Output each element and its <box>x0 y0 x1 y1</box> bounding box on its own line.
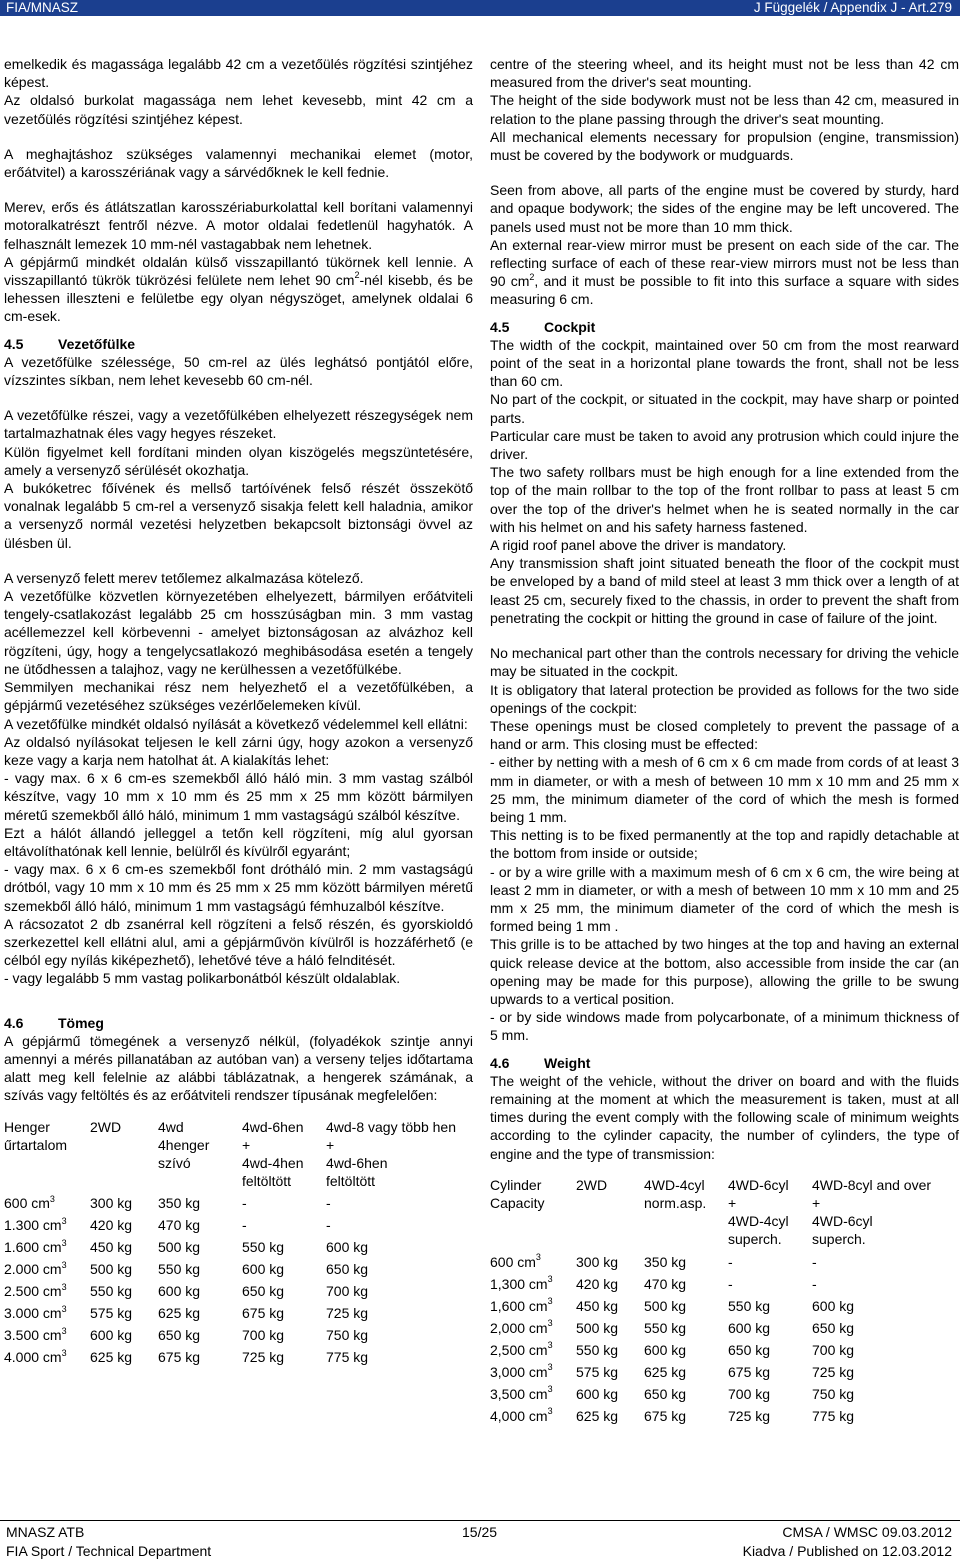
paragraph: A rigid roof panel above the driver is mandatory. <box>490 537 787 554</box>
table-cell: 450 kg <box>90 1239 133 1256</box>
table-cell: 575 kg <box>90 1305 133 1322</box>
paragraph: A gépjármű tömegének a versenyző nélkül, (folyadékok szintje annyi amennyi a mérés pillanatában az autóban van) a verseny teljes időtartama alatt meg kell felelnie az alábbi táblázatnak, a hengerek számának, a szívás vagy feltöltés és az erőátviteli rendszer típusának megfelelően: <box>4 1032 473 1104</box>
table-row <box>490 1297 959 1319</box>
table-cell: 2.000 $cm^3$ <box>4 1259 67 1278</box>
table-cell: 700 kg <box>728 1385 771 1402</box>
table-row <box>4 1326 473 1348</box>
table-cell: 470 kg <box>158 1217 201 1234</box>
table-header-cell: Cylinder Capacity <box>490 1176 545 1211</box>
table-cell: 3,500 $cm^3$ <box>490 1383 553 1402</box>
footer-page-number: 15/25 <box>462 1524 498 1540</box>
paragraph: The width of the cockpit, maintained over 50 cm from the most rearward point of the seat in a horizontal plane towards the front, shall not be less than 60 cm. <box>490 336 959 390</box>
paragraph: A vezetőfülke mindkét oldalsó nyílását a következő védelemmel kell ellátni: <box>4 715 468 732</box>
table-row <box>490 1275 959 1297</box>
paragraph: No mechanical part other than the controls necessary for driving the vehicle may be situated in the cockpit. <box>490 645 959 680</box>
paragraph: - vagy max. 6 x 6 cm-es szemekből álló háló min. 3 mm vastag szálból készítve, vagy 10 mm x 10 mm és 25 mm x 25 mm között bármilyen méretű szemekből álló háló, minimum 1 mm vastagságú szálból készítve. <box>4 770 473 823</box>
paragraph: All mechanical elements necessary for propulsion (engine, transmission) must be covered by the bodywork or mudguards. <box>490 128 959 164</box>
table-cell: 625 kg <box>158 1305 201 1322</box>
table-cell: 625 kg <box>576 1407 619 1424</box>
paragraph: - either by netting with a mesh of 6 cm x 6 cm made from cords of at least 3 mm in diameter, or with a mesh of between 10 mm x 10 mm and 25 mm x 25 mm, the minimum diameter of the cord of which the mesh is formed being 1 mm. <box>490 754 959 825</box>
paragraph: A bukóketrec főívének és mellső tartóívének felső részét összekötő vonalnak legalább 5 cm-rel a versenyző sisakja felett kell haladnia, amikor a versenyző normál vezetési helyzetben bekapcsolt biztonsági övvel az ülésben ül. <box>4 480 473 551</box>
table-cell: - <box>812 1253 817 1270</box>
table-header-cell: 2WD <box>576 1176 608 1193</box>
table-cell: 500 kg <box>576 1319 619 1336</box>
paragraph: The two safety rollbars must be high enough for a line extended from the top of the main rollbar to the top of the front rollbar to pass at least 5 cm over the top of the driver's helmet when he is seated normally in the car with his helmet on and his safety harness fastened. <box>490 464 959 535</box>
english-column <box>490 55 959 1429</box>
hungarian-column <box>4 55 473 1370</box>
table-cell: 600 kg <box>90 1327 133 1344</box>
paragraph: An external rear-view mirror must be present on each side of the car. The reflecting surface of each of these rear-view mirrors must not be less than 90 $cm^2$, and it must be possible to fit into this surface a square with sides measuring 6 cm. <box>490 236 960 308</box>
table-cell: 675 kg <box>158 1349 201 1366</box>
table-cell: 600 $cm^3$ <box>4 1193 55 1212</box>
paragraph: A rácsozatot 2 db zsanérral kell rögzíteni a felső részén, és gyorskioldó szerkezettel kell ellátni alul, ami a gépjárművön kívülről is hozzáférhető (e célból egy nyílás kiképezhető), lehetővé téve a háló felnditését. <box>4 915 473 969</box>
table-cell: 750 kg <box>326 1327 369 1344</box>
paragraph: The weight of the vehicle, without the driver on board and with the fluids remaining at the moment at which the measurement is taken, must at all times during the event comply with the following scale of minimum weights according to the cylinder capacity, the number of cylinders, the type of engine and the type of transmission: <box>490 1072 959 1162</box>
weight-table <box>4 1118 473 1371</box>
table-row <box>490 1363 959 1385</box>
table-cell: 550 kg <box>242 1239 285 1256</box>
table-cell: 650 kg <box>812 1319 855 1336</box>
paragraph: These openings must be closed completely to prevent the passage of a hand or arm. This closing must be effected: <box>490 717 959 753</box>
table-row <box>4 1348 473 1370</box>
table-header-cell: 4wd-6hen + 4wd-4hen feltöltött <box>242 1118 304 1190</box>
paragraph: Külön figyelmet kell fordítani minden olyan kiszögelés megszüntetésére, amely a versenyző sérülését okozhatja. <box>4 443 473 478</box>
table-cell: - <box>242 1195 247 1212</box>
table-cell: 625 kg <box>90 1349 133 1366</box>
table-cell: 420 kg <box>90 1217 133 1234</box>
table-row <box>490 1407 959 1429</box>
paragraph: - or by a wire grille with a maximum mesh of 6 cm x 6 cm, the wire being at least 2 mm in diameter, or with a mesh of between 10 mm x 10 mm and 25 mm x 25 mm, the minimum diameter of the cord of which the mesh is formed being 1 mm . <box>490 863 959 935</box>
table-cell: 450 kg <box>576 1297 619 1314</box>
table-cell: 420 kg <box>576 1275 619 1292</box>
table-row <box>490 1385 959 1407</box>
table-cell: 650 kg <box>158 1327 201 1344</box>
table-header-cell: 2WD <box>90 1118 122 1135</box>
table-cell: 675 kg <box>242 1305 285 1322</box>
table-cell: 600 kg <box>242 1261 285 1278</box>
table-cell: 675 kg <box>728 1363 771 1380</box>
paragraph: - vagy legalább 5 mm vastag polikarbonátból készült oldalablak. <box>4 970 401 987</box>
table-cell: 650 kg <box>242 1283 285 1300</box>
table-cell: - <box>242 1217 247 1234</box>
table-row <box>4 1304 473 1326</box>
table-cell: - <box>728 1253 733 1270</box>
paragraph: It is obligatory that lateral protection be provided as follows for the two side openings of the cockpit: <box>490 681 959 716</box>
table-cell: - <box>812 1275 817 1292</box>
table-row <box>490 1319 959 1341</box>
table-cell: 2,000 $cm^3$ <box>490 1317 553 1336</box>
table-row <box>4 1282 473 1304</box>
table-cell: - <box>326 1195 331 1212</box>
paragraph: Az oldalsó nyílásokat teljesen le kell zárni úgy, hogy azokon a versenyző keze vagy a karja nem hatolhat át. A kialakítás lehet: <box>4 733 473 768</box>
table-cell: 775 kg <box>812 1407 855 1424</box>
table-cell: - <box>326 1217 331 1234</box>
table-cell: 2.500 $cm^3$ <box>4 1281 67 1300</box>
footer-left-line2: FIA Sport / Technical Department <box>6 1543 212 1559</box>
table-header-cell: 4wd 4henger szívó <box>158 1118 210 1171</box>
table-cell: 3.500 $cm^3$ <box>4 1325 67 1344</box>
table-header-cell: 4WD-6cyl + 4WD-4cyl superch. <box>728 1176 789 1248</box>
table-cell: 700 kg <box>812 1341 855 1358</box>
table-row <box>4 1194 473 1216</box>
page-header-bar <box>0 0 960 16</box>
page-footer <box>0 1520 960 1561</box>
table-cell: 500 kg <box>158 1239 201 1256</box>
footer-right-line1: CMSA / WMSC 09.03.2012 <box>782 1524 952 1540</box>
table-cell: 600 kg <box>644 1341 687 1358</box>
table-row <box>4 1238 473 1260</box>
section-heading: 4.6 Tömeg <box>4 1014 104 1031</box>
paragraph: centre of the steering wheel, and its height must not be less than 42 cm measured from the driver's seat mounting. <box>490 56 959 91</box>
table-cell: 600 kg <box>576 1385 619 1402</box>
weight-table <box>490 1176 959 1429</box>
table-header-row <box>490 1176 959 1253</box>
table-header-cell: Henger űrtartalom <box>4 1118 68 1153</box>
table-cell: 600 kg <box>326 1239 369 1256</box>
section-heading: 4.6 Weight <box>490 1054 591 1071</box>
table-cell: 700 kg <box>326 1283 369 1300</box>
table-cell: 600 kg <box>812 1297 855 1314</box>
table-header-row <box>4 1118 473 1195</box>
table-cell: 550 kg <box>90 1283 133 1300</box>
table-cell: 675 kg <box>644 1407 687 1424</box>
header-left-text: FIA/MNASZ <box>6 0 79 15</box>
paragraph: A meghajtáshoz szükséges valamennyi mechanikai elemet (motor, erőátvitel) a karosszériának vagy a sárvédőknek le kell fednie. <box>4 145 473 181</box>
paragraph: A gépjármű mindkét oldalán külső visszapillantó tükörnek kell lennie. A visszapillantó tükrök tükrözési felülete nem lehet 90 $cm^2$-nél kisebb, és be lehessen illeszteni e felületbe egy olyan négyszöget, amelynek oldalai 6 cm-esek. <box>4 253 474 325</box>
table-cell: 350 kg <box>644 1253 687 1270</box>
table-cell: 1.300 $cm^3$ <box>4 1215 67 1234</box>
table-cell: 1,600 $cm^3$ <box>490 1295 553 1314</box>
footer-left-line1: MNASZ ATB <box>6 1524 85 1540</box>
table-cell: 775 kg <box>326 1349 369 1366</box>
table-cell: 600 kg <box>158 1283 201 1300</box>
paragraph: This grille is to be attached by two hinges at the top and having an external quick release device at the bottom, also accessible from inside the car (an opening may be made for this purpose), allowing the grille to be swung upwards to a vertical position. <box>490 936 959 1007</box>
table-cell: 500 kg <box>90 1261 133 1278</box>
footer-right-line2: Kiadva / Published on 12.03.2012 <box>742 1543 952 1559</box>
table-cell: 4,000 $cm^3$ <box>490 1405 553 1424</box>
table-row <box>490 1253 959 1275</box>
table-cell: 550 kg <box>576 1341 619 1358</box>
table-cell: 600 $cm^3$ <box>490 1251 541 1270</box>
table-cell: 550 kg <box>728 1297 771 1314</box>
paragraph: - vagy max. 6 x 6 cm-es szemekből font drótháló min. 2 mm vastagságú drótból, vagy 10 mm x 10 mm és 25 mm x 25 mm között bármilyen méretű szemekből álló háló, minimum 1 mm vastagságú fémhuzalból készítve. <box>4 861 473 914</box>
table-cell: 1,300 $cm^3$ <box>490 1273 553 1292</box>
paragraph: No part of the cockpit, or situated in the cockpit, may have sharp or pointed parts. <box>490 391 959 426</box>
paragraph: Particular care must be taken to avoid any protrusion which could injure the driver. <box>490 427 959 463</box>
table-cell: 700 kg <box>242 1327 285 1344</box>
paragraph: The height of the side bodywork must not be less than 42 cm, measured in relation to the plane passing through the driver's seat mounting. <box>490 92 959 127</box>
table-header-cell: 4WD-4cyl norm.asp. <box>644 1176 707 1211</box>
table-cell: 625 kg <box>644 1363 687 1380</box>
table-header-cell: 4wd-8 vagy több hen + 4wd-6hen feltöltött <box>326 1118 456 1190</box>
table-cell: 1.600 $cm^3$ <box>4 1237 67 1256</box>
table-row <box>4 1260 473 1282</box>
paragraph: - or by side windows made from polycarbonate, of a minimum thickness of 5 mm. <box>490 1009 959 1044</box>
header-right-text: J Függelék / Appendix J - Art.279 <box>753 0 952 15</box>
paragraph: Az oldalsó burkolat magassága nem lehet kevesebb, mint 42 cm a vezetőülés rögzítési szintjéhez képest. <box>4 92 473 127</box>
table-cell: 2,500 $cm^3$ <box>490 1339 553 1358</box>
table-cell: 650 kg <box>644 1385 687 1402</box>
table-cell: 725 kg <box>326 1305 369 1322</box>
table-cell: 650 kg <box>728 1341 771 1358</box>
section-heading: 4.5 Vezetőfülke <box>4 335 136 352</box>
table-cell: 725 kg <box>728 1407 771 1424</box>
table-cell: 4.000 $cm^3$ <box>4 1347 67 1366</box>
table-cell: 470 kg <box>644 1275 687 1292</box>
paragraph: Semmilyen mechanikai rész nem helyezhető el a vezetőfülkében, a gépjármű vezetéséhez szükséges vezérlőelemeken kívül. <box>4 679 473 714</box>
table-cell: 3.000 $cm^3$ <box>4 1303 67 1322</box>
paragraph: Ezt a hálót állandó jelleggel a tetőn kell rögzíteni, míg alul gyorsan eltávolíthatónak kell lennie, belülről és kívülről egyaránt; <box>4 824 473 859</box>
table-row <box>490 1341 959 1363</box>
table-cell: 550 kg <box>158 1261 201 1278</box>
paragraph: A vezetőfülke részei, vagy a vezetőfülkében elhelyezett részegységek nem tartalmazhatnak éles vagy hegyes részeket. <box>4 407 473 442</box>
table-cell: 725 kg <box>812 1363 855 1380</box>
table-cell: 650 kg <box>326 1261 369 1278</box>
paragraph: This netting is to be fixed permanently at the top and rapidly detachable at the bottom from inside or outside; <box>490 827 959 862</box>
table-header-cell: 4WD-8cyl and over + 4WD-6cyl superch. <box>812 1176 932 1248</box>
table-cell: 500 kg <box>644 1297 687 1314</box>
table-row <box>4 1216 473 1238</box>
section-heading: 4.5 Cockpit <box>490 318 596 335</box>
table-cell: 575 kg <box>576 1363 619 1380</box>
paragraph: A vezetőfülke közvetlen környezetében elhelyezett, bármilyen erőátviteli tengely-csatlakozást legalább 25 cm hosszúságban min. 3 mm vastag acéllemezzel kell körbevenni - amelyet biztonságosan az alvázhoz kell rögzíteni, úgy, hogy a tengelycsatlakozó meghibásodása esetén a tengely ne ütődhessen a talajhoz, vagy ne kerülhessen a vezetőfülkébe. <box>4 588 473 677</box>
table-cell: 3,000 $cm^3$ <box>490 1361 553 1380</box>
table-cell: 600 kg <box>728 1319 771 1336</box>
table-cell: 750 kg <box>812 1385 855 1402</box>
table-cell: 350 kg <box>158 1195 201 1212</box>
paragraph: Any transmission shaft joint situated beneath the floor of the cockpit must be enveloped by a band of mild steel at least 3 mm thick over a length of at least 25 cm, securely fixed to the chassis, in order to prevent the shaft from penetrating the cockpit or hitting the ground in case of failure of the joint. <box>490 555 959 626</box>
paragraph: A versenyző felett merev tetőlemez alkalmazása kötelező. <box>4 569 364 586</box>
table-cell: 300 kg <box>90 1195 133 1212</box>
paragraph: Merev, erős és átlátszatlan karosszériaburkolattal kell borítani valamennyi motoralkatrészt fentről nézve. A motor oldalai fedetlenül hagyhatók. A felhasznált lemezek 10 mm-nél vastagabbak nem lehetnek. <box>4 199 473 252</box>
table-cell: 300 kg <box>576 1253 619 1270</box>
table-cell: 725 kg <box>242 1349 285 1366</box>
paragraph: Seen from above, all parts of the engine must be covered by sturdy, hard and opaque bodywork; the sides of the engine may be left uncovered. The panels used must not be more than 10 mm thick. <box>490 182 959 235</box>
table-cell: - <box>728 1275 733 1292</box>
paragraph: emelkedik és magassága legalább 42 cm a vezetőülés rögzítési szintjéhez képest. <box>4 56 473 91</box>
table-cell: 550 kg <box>644 1319 687 1336</box>
paragraph: A vezetőfülke szélessége, 50 cm-rel az ülés leghátsó pontjától előre, vízszintes síkban, nem lehet kevesebb 60 cm-nél. <box>4 353 473 389</box>
